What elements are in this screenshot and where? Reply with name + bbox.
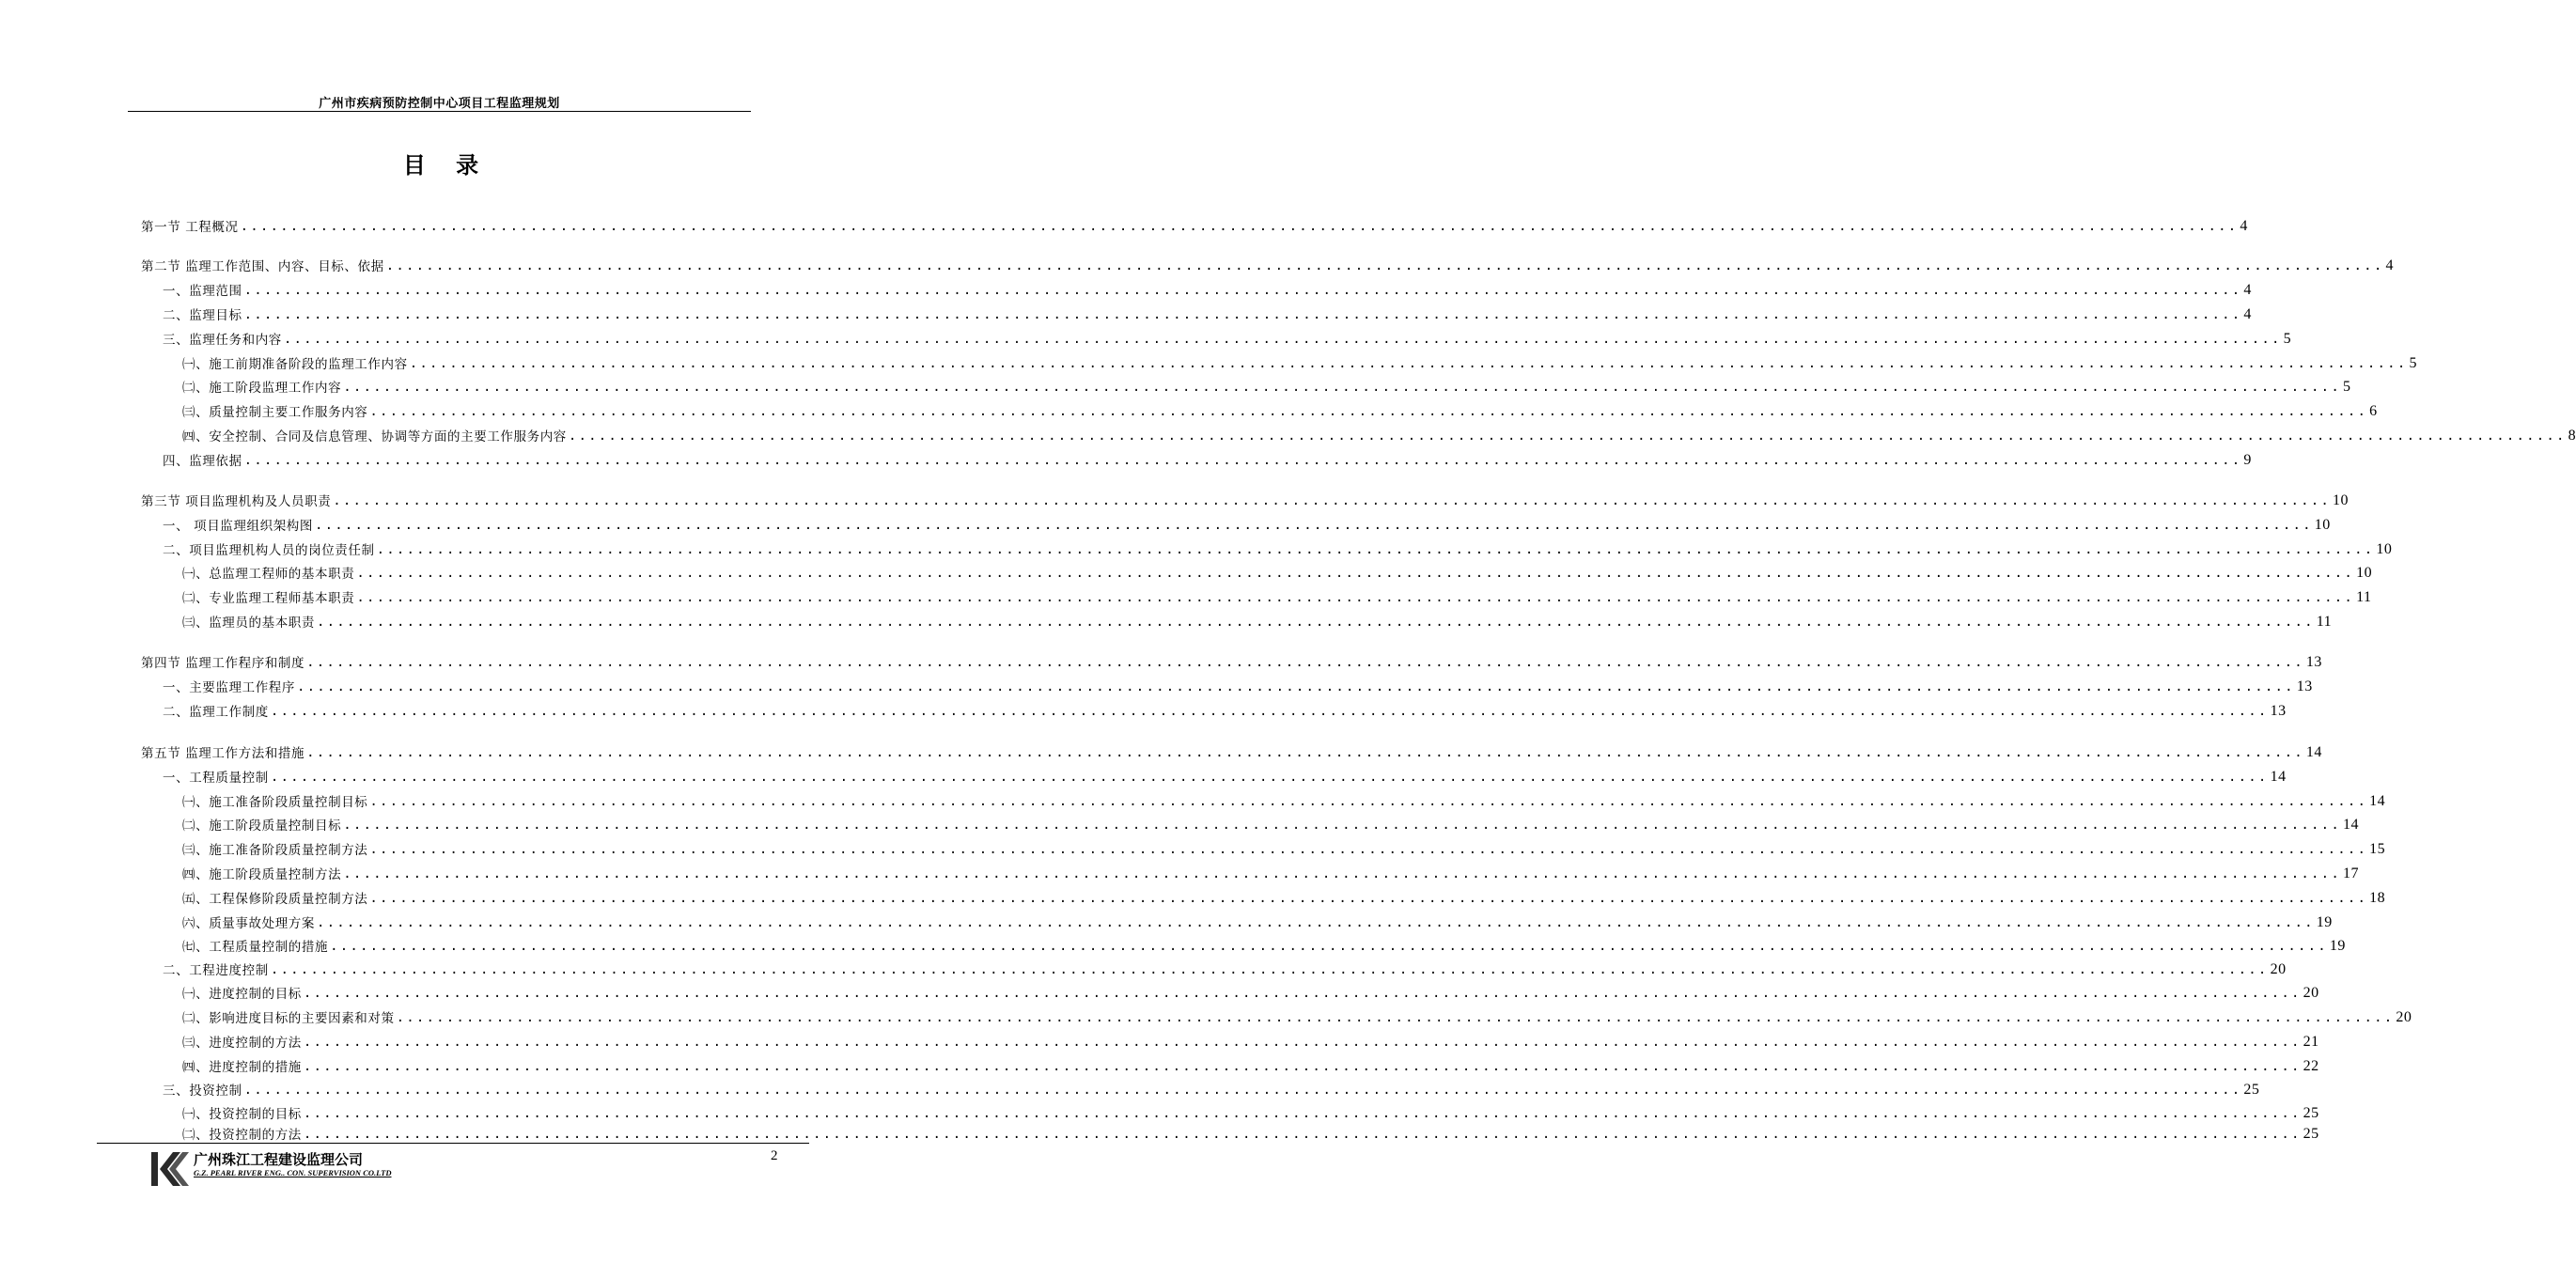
toc-entry[interactable]: ㈣、进度控制的措施 ........................................................................................................................................................................................................ 22 <box>182 1058 2319 1075</box>
toc-entry[interactable]: ㈤、工程保修阶段质量控制方法 ........................................................................................................................................................................................................ 18 <box>182 890 2386 907</box>
toc-entry[interactable]: 二、监理目标 ........................................................................................................................................................................................................ 4 <box>163 306 2252 323</box>
toc-entry[interactable]: 三、监理任务和内容 ........................................................................................................................................................................................................ 5 <box>163 331 2292 348</box>
toc-entry[interactable]: ㈡、施工阶段监理工作内容 ........................................................................................................................................................................................................ 5 <box>182 379 2351 396</box>
header-rule <box>128 111 751 112</box>
toc-entry[interactable]: ㈠、施工前期准备阶段的监理工作内容 ........................................................................................................................................................................................................ 5 <box>182 355 2417 372</box>
toc-entry-section-1[interactable]: 第一节 工程概况 ........................................................................................................................................................................................................ 4 <box>141 218 2248 235</box>
footer-rule <box>97 1143 809 1144</box>
toc-entry[interactable]: ㈠、施工准备阶段质量控制目标 ........................................................................................................................................................................................................ 14 <box>182 793 2386 810</box>
toc-entry[interactable]: 一、主要监理工作程序 ........................................................................................................................................................................................................ 13 <box>163 678 2313 695</box>
toc-entry[interactable]: 三、投资控制 ........................................................................................................................................................................................................ 25 <box>163 1082 2260 1099</box>
toc-entry[interactable]: ㈡、施工阶段质量控制目标 ........................................................................................................................................................................................................ 14 <box>182 817 2359 834</box>
toc-entry[interactable]: ㈢、质量控制主要工作服务内容 ........................................................................................................................................................................................................ 6 <box>182 403 2378 420</box>
toc-entry[interactable]: 一、 项目监理组织架构图 ........................................................................................................................................................................................................ 10 <box>163 517 2331 534</box>
toc-entry[interactable]: ㈥、质量事故处理方案 ........................................................................................................................................................................................................ 19 <box>182 914 2333 931</box>
toc-entry[interactable]: 一、工程质量控制 ........................................................................................................................................................................................................ 14 <box>163 769 2287 786</box>
running-header: 广州市疾病预防控制中心项目工程监理规划 <box>319 97 560 111</box>
toc-entry-section-5[interactable]: 第五节 监理工作方法和措施 ........................................................................................................................................................................................................ 14 <box>141 744 2322 761</box>
toc-entry[interactable]: ㈢、进度控制的方法 ........................................................................................................................................................................................................ 21 <box>182 1034 2319 1051</box>
toc-entry[interactable]: 二、工程进度控制 ........................................................................................................................................................................................................ 20 <box>163 961 2287 978</box>
company-name-en: G.Z. PEARL RIVER ENG.. CON. SUPERVISION CO.LTD <box>194 1168 392 1177</box>
toc-entry[interactable]: ㈣、安全控制、合同及信息管理、协调等方面的主要工作服务内容 ........................................................................................................................................................................................................ 8 <box>182 428 2576 444</box>
toc-title: 目 录 <box>402 152 491 179</box>
toc-entry-section-2[interactable]: 第二节 监理工作范围、内容、目标、依据 ........................................................................................................................................................................................................ 4 <box>141 257 2394 274</box>
toc-entry[interactable]: ㈡、专业监理工程师基本职责 ........................................................................................................................................................................................................ 11 <box>182 589 2372 606</box>
toc-entry[interactable]: 一、监理范围 ........................................................................................................................................................................................................ 4 <box>163 282 2252 299</box>
toc-entry[interactable]: 二、项目监理机构人员的岗位责任制 ........................................................................................................................................................................................................ 10 <box>163 541 2393 558</box>
company-name-cn: 广州珠江工程建设监理公司 <box>194 1151 364 1168</box>
toc-entry[interactable]: ㈦、工程质量控制的措施 ........................................................................................................................................................................................................ 19 <box>182 938 2346 955</box>
toc-entry[interactable]: 四、监理依据 ........................................................................................................................................................................................................ 9 <box>163 452 2252 469</box>
toc-entry[interactable]: ㈡、投资控制的方法 ........................................................................................................................................................................................................ 25 <box>182 1126 2319 1143</box>
toc-entry[interactable]: ㈡、影响进度目标的主要因素和对策 ........................................................................................................................................................................................................ 20 <box>182 1009 2412 1026</box>
toc-entry[interactable]: 二、监理工作制度 ........................................................................................................................................................................................................ 13 <box>163 703 2287 720</box>
toc-entry[interactable]: ㈢、施工准备阶段质量控制方法 ........................................................................................................................................................................................................ 15 <box>182 841 2386 858</box>
toc-entry[interactable]: ㈠、进度控制的目标 ........................................................................................................................................................................................................ 20 <box>182 985 2319 1002</box>
toc-entry-section-3[interactable]: 第三节 项目监理机构及人员职责 ........................................................................................................................................................................................................ 10 <box>141 492 2350 509</box>
toc-entry[interactable]: ㈣、施工阶段质量控制方法 ........................................................................................................................................................................................................ 17 <box>182 865 2359 882</box>
page-number: 2 <box>771 1148 778 1163</box>
toc-entry[interactable]: ㈠、总监理工程师的基本职责 ........................................................................................................................................................................................................ 10 <box>182 565 2373 582</box>
toc-entry-section-4[interactable]: 第四节 监理工作程序和制度 ........................................................................................................................................................................................................ 13 <box>141 654 2322 671</box>
toc-entry[interactable]: ㈢、监理员的基本职责 ........................................................................................................................................................................................................ 11 <box>182 614 2333 631</box>
toc-entry[interactable]: ㈠、投资控制的目标 ........................................................................................................................................................................................................ 25 <box>182 1105 2319 1122</box>
company-logo-icon <box>150 1148 190 1188</box>
